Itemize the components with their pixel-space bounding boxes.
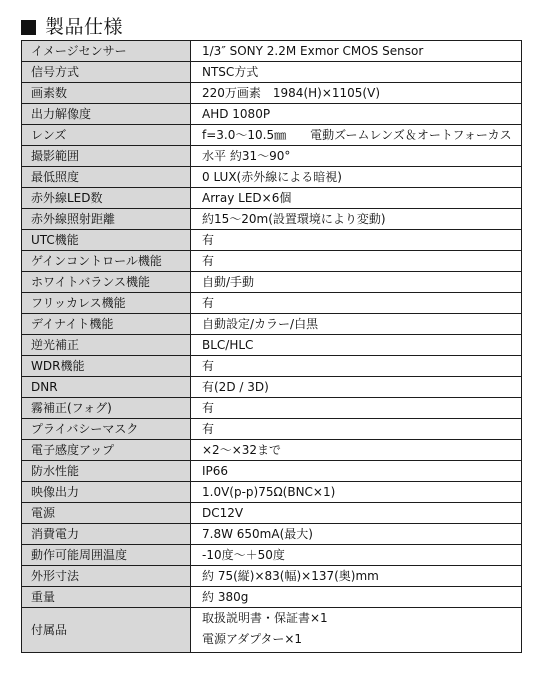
spec-value: -10度～＋50度	[191, 545, 522, 566]
spec-label: DNR	[22, 377, 191, 398]
spec-label: プライバシーマスク	[22, 419, 191, 440]
spec-row	[22, 230, 522, 251]
spec-row	[22, 482, 522, 503]
spec-row	[22, 125, 522, 146]
spec-value: NTSC方式	[191, 62, 522, 83]
spec-label: 出力解像度	[22, 104, 191, 125]
spec-label: 撮影範囲	[22, 146, 191, 167]
spec-row	[22, 545, 522, 566]
spec-label: 電子感度アップ	[22, 440, 191, 461]
spec-row	[22, 503, 522, 524]
spec-label: UTC機能	[22, 230, 191, 251]
spec-row	[22, 146, 522, 167]
spec-value: 自動設定/カラー/白黒	[191, 314, 522, 335]
spec-value: 有	[191, 230, 522, 251]
spec-label: 電源	[22, 503, 191, 524]
square-bullet-icon	[21, 20, 36, 35]
spec-label: 赤外線LED数	[22, 188, 191, 209]
spec-label: 赤外線照射距離	[22, 209, 191, 230]
spec-value: 有	[191, 356, 522, 377]
spec-label: 映像出力	[22, 482, 191, 503]
spec-value: 7.8W 650mA(最大)	[191, 524, 522, 545]
spec-label: WDR機能	[22, 356, 191, 377]
spec-value: AHD 1080P	[191, 104, 522, 125]
spec-value: 水平 約31～90°	[191, 146, 522, 167]
spec-row	[22, 62, 522, 83]
spec-label: 消費電力	[22, 524, 191, 545]
spec-row	[22, 587, 522, 608]
spec-value: 0 LUX(赤外線による暗視)	[191, 167, 522, 188]
spec-row	[22, 251, 522, 272]
spec-value: 約 380g	[191, 587, 522, 608]
spec-value: 約 75(縦)×83(幅)×137(奥)mm	[191, 566, 522, 587]
spec-value: 自動/手動	[191, 272, 522, 293]
spec-table	[21, 40, 522, 653]
spec-value: 有	[191, 419, 522, 440]
spec-row	[22, 188, 522, 209]
spec-row	[22, 461, 522, 482]
spec-row	[22, 167, 522, 188]
accessory-line: 電源アダプター×1	[202, 632, 303, 646]
spec-row	[22, 41, 522, 62]
spec-label: フリッカレス機能	[22, 293, 191, 314]
spec-label: 動作可能周囲温度	[22, 545, 191, 566]
spec-label: ゲインコントロール機能	[22, 251, 191, 272]
spec-row	[22, 377, 522, 398]
spec-label: イメージセンサー	[22, 41, 191, 62]
spec-row	[22, 335, 522, 356]
spec-label: 重量	[22, 587, 191, 608]
spec-value: 有	[191, 251, 522, 272]
spec-label: ホワイトバランス機能	[22, 272, 191, 293]
spec-row	[22, 398, 522, 419]
spec-value: 220万画素 1984(H)×1105(V)	[191, 83, 522, 104]
spec-value: Array LED×6個	[191, 188, 522, 209]
spec-value: 有	[191, 398, 522, 419]
spec-row	[22, 356, 522, 377]
spec-label: 逆光補正	[22, 335, 191, 356]
spec-label: 最低照度	[22, 167, 191, 188]
spec-value: 約15～20m(設置環境により変動)	[191, 209, 522, 230]
spec-label: 付属品	[22, 608, 191, 653]
accessory-line: 取扱説明書・保証書×1	[202, 611, 328, 625]
spec-value: 有	[191, 293, 522, 314]
spec-value: 1/3″ SONY 2.2M Exmor CMOS Sensor	[191, 41, 522, 62]
spec-label: 防水性能	[22, 461, 191, 482]
spec-value: IP66	[191, 461, 522, 482]
spec-value: f=3.0～10.5㎜ 電動ズームレンズ＆オートフォーカス	[191, 125, 522, 146]
spec-row	[22, 293, 522, 314]
spec-value: DC12V	[191, 503, 522, 524]
spec-value: BLC/HLC	[191, 335, 522, 356]
spec-row	[22, 104, 522, 125]
spec-row	[22, 566, 522, 587]
section-title	[21, 14, 123, 40]
spec-row	[22, 272, 522, 293]
spec-row	[22, 209, 522, 230]
spec-row	[22, 83, 522, 104]
spec-row	[22, 314, 522, 335]
spec-label: 霧補正(フォグ)	[22, 398, 191, 419]
spec-row	[22, 419, 522, 440]
spec-label: 外形寸法	[22, 566, 191, 587]
spec-label: デイナイト機能	[22, 314, 191, 335]
spec-value: 1.0V(p-p)75Ω(BNC×1)	[191, 482, 522, 503]
spec-row	[22, 440, 522, 461]
section-title-text: 製品仕様	[45, 15, 124, 38]
spec-value-accessories	[191, 608, 522, 653]
spec-value: ×2～×32まで	[191, 440, 522, 461]
spec-row-accessories	[22, 608, 522, 653]
spec-label: レンズ	[22, 125, 191, 146]
spec-value: 有(2D / 3D)	[191, 377, 522, 398]
spec-label: 画素数	[22, 83, 191, 104]
spec-label: 信号方式	[22, 62, 191, 83]
spec-row	[22, 524, 522, 545]
